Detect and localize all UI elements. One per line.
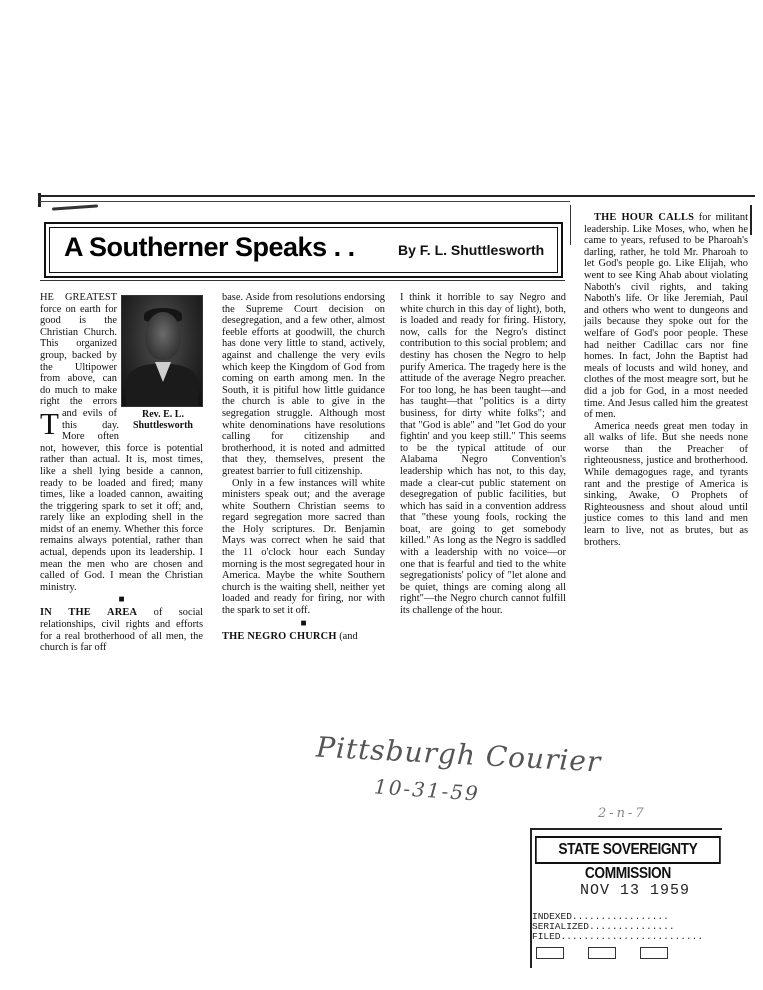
article-column-1 [40, 292, 203, 654]
handwritten-mark: 2-n-7 [598, 806, 647, 821]
paragraph-text: HE GREATEST force on earth for good is the Christian Church. This organized group, backed by the Ultipower from above, can do much to make right the errors and evils of this day. More often not, however, this force is potential rather than actual. It is, most times, like a shell lying beside a cannon, ready to be loaded and fired; many times, like a loaded cannon, awaiting the triggering spark to set it off; and, rarely like an exploding shell in the midst of an enemy. Whether this force remains always potential, rather than actual, depends upon its leadership. I mean the men who are chosen and called of God. I mean the Christian ministry. [40, 292, 203, 593]
paragraph-text: for militant leadership. Like Moses, who, when he came to years, refused to be Pharoah's darling, rather, he told Mr. Pharoah to let God's people go. Like Elijah, who went to see King Ahab about violating Naboth's civil rights, and taking Naboth's life. Or like Jeremiah, Paul and others who went to dungeons and jails because they spoke out for the welfare of God's poor people. These had neither Cadillac cars nor fine homes. In fact, John the Baptist had meals of locusts and wild honey, and clothes of the most meagre sort, but he did a job for God, in a most needed time. And Jesus called him the greatest of men. [584, 212, 748, 421]
paragraph [40, 607, 203, 653]
photo-caption [123, 409, 203, 431]
pen-mark [52, 204, 98, 210]
article-column-4 [584, 212, 748, 548]
handwritten-source: Pittsburgh Courier [315, 730, 603, 779]
stamp-indexed-label: INDEXED [532, 911, 572, 922]
paragraph [222, 631, 385, 643]
author-photo [121, 295, 203, 407]
section-subhead: IN THE AREA [40, 607, 138, 619]
section-bullet: ■ [300, 617, 307, 629]
stamp-serialized-label: SERIALIZED [532, 921, 590, 932]
paragraph: I think it horrible to say Negro and white church in this day of light), both, is loaded and ready for firing. History, now, calls for the Negro's distinct contribution to this social problem; and destiny has chosen the Negro to help purify America. The tragedy here is the attitude of the average Negro preacher. For too long, he has been taught—and has taught—that "politics is a dirty business, for dirty white folks"; and that "God is able" and "let God do your fightin' and you keep still." This seems to be the typical attitude of our Alabama Negro Convention's leadership which has not, to this day, made a clear-cut public statement on desegregation of public facilities, but which has said in a convention address that "these young fools, rocking the boat, are going to get somebody killed." As long as the Negro is saddled with a leadership with no voice—or one that is fearful and tied to the white segregationists' policy of "let alone and be quiet, things are coming along all right"—the Negro church cannot fulfill its challenge of the hour. [400, 292, 566, 617]
stamp-box [640, 947, 668, 959]
paragraph-text: of social relationships, civil rights and efforts for a real brotherhood of all men, the church is far off [40, 607, 203, 654]
section-subhead: THE HOUR CALLS [594, 212, 695, 223]
stamp-box [536, 947, 564, 959]
paragraph: Only in a few instances will white ministers speak out; and the average white Southern Christian seems to regard segregation more sacred than the Holy scriptures. Dr. Benjamin Mays was correct when he said that the 11 o'clock hour each Sunday morning is the most segregated hour in America. Maybe the white Southern church is the waiting shell, neither yet loaded and ready for firing, nor with the spark to set it off. [222, 477, 385, 617]
article-byline: By F. L. Shuttlesworth [398, 242, 545, 258]
caption-line-1: Rev. E. L. [142, 409, 184, 420]
paragraph: America needs great men today in all walks of life. But she needs none worse than the Preacher of righteousness, justice and brotherhood. While demagogues rage, and tyrants rant and the prestige of America is sinking, Awake, O Prophets of Righteousness and shout aloud until justice comes to this land and men learn to live, not as brutes, but as brothers. [584, 420, 748, 548]
section-bullet: ■ [118, 594, 125, 606]
paragraph [584, 212, 748, 421]
stamp-date: NOV 13 1959 [580, 882, 691, 899]
top-rule [40, 195, 755, 197]
article-column-2 [222, 292, 385, 642]
header-rule [40, 280, 565, 281]
paragraph: base. Aside from resolutions endorsing the Supreme Court decision on desegregation, and a few other, almost feeble efforts at goodwill, the church has done very little to stand, actively, against and challenge the very evils which keep the Kingdom of God from coming on earth among men. In the South, it is pitiful how little guidance the church is able to give in the segregation struggle. Although most white denominations have resolutions calling for citizenship and brotherhood, it is noted and admitted that they, themselves, present the greatest barrier to full citizenship. [222, 292, 385, 477]
top-rule-thin [40, 201, 570, 202]
article-column-3 [400, 292, 566, 617]
handwritten-date: 10-31-59 [373, 774, 481, 806]
drop-cap: T [40, 406, 59, 441]
stamp-boxes [536, 946, 716, 960]
section-subhead: THE NEGRO CHURCH [222, 630, 337, 642]
paragraph-text: (and [336, 630, 358, 642]
stamp-title: STATE SOVEREIGNTY COMMISSION [535, 836, 721, 864]
stamp-fields: INDEXED................. SERIALIZED............... FILED......................... [532, 911, 704, 942]
caption-line-2: Shuttlesworth [132, 420, 193, 431]
article-headline: A Southerner Speaks . . [64, 232, 355, 262]
stamp-box [588, 947, 616, 959]
column-divider [570, 205, 571, 245]
stamp-filed-label: FILED [532, 931, 561, 942]
